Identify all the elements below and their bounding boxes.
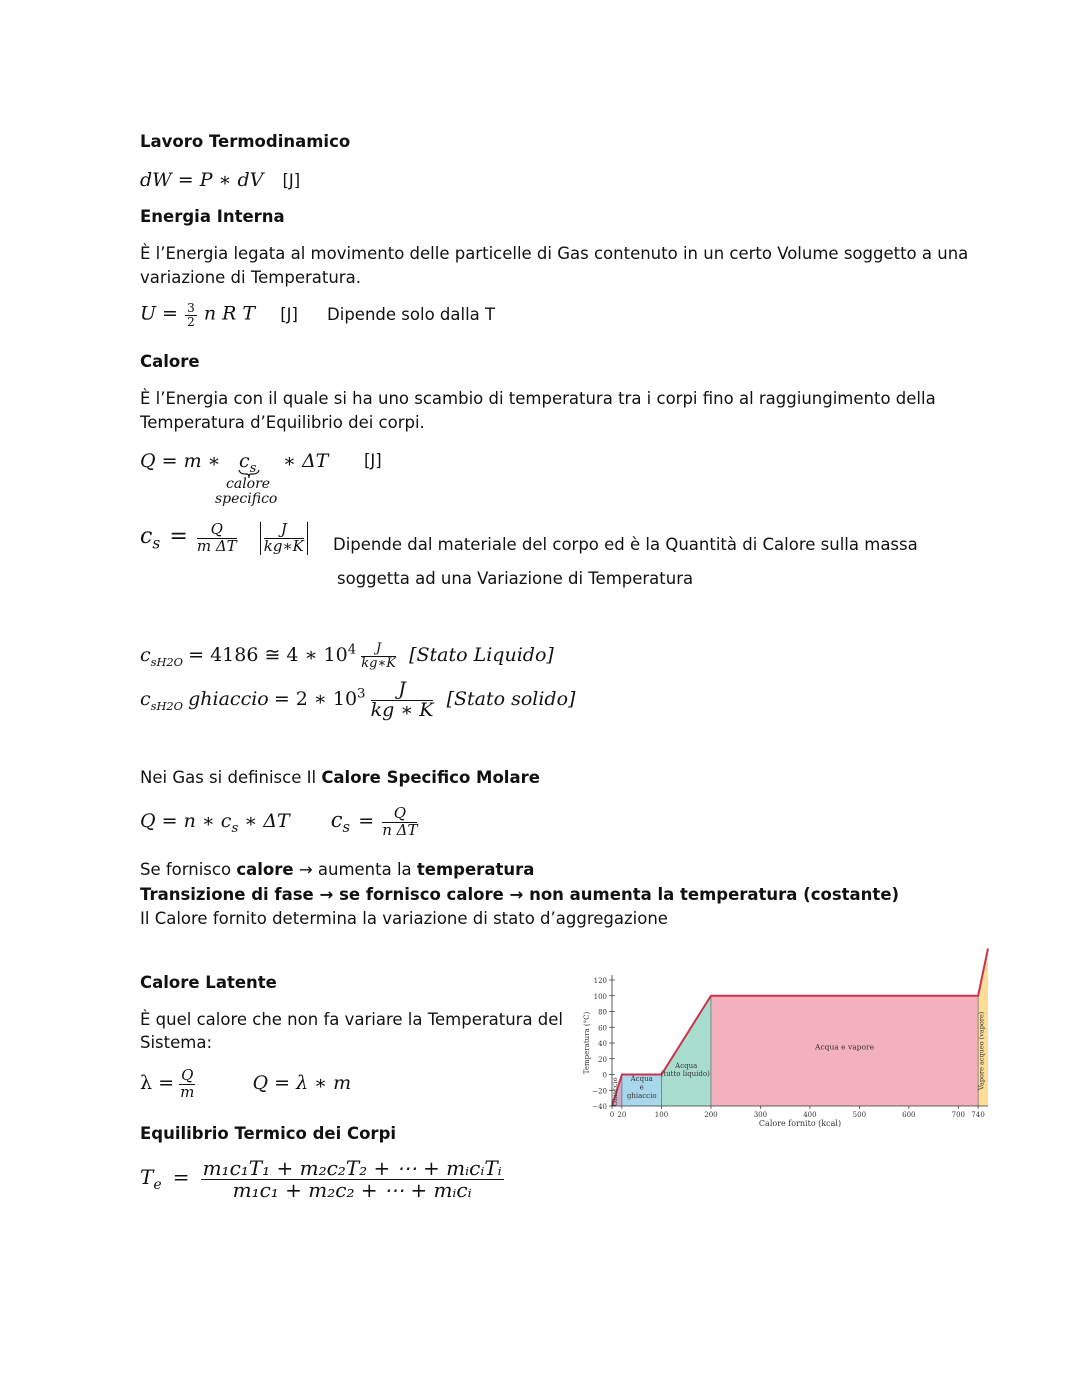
cs-eq: = [169, 523, 188, 549]
internal-energy-desc-2: variazione di Temperatura. [140, 268, 361, 287]
work-unit: [J] [282, 171, 301, 190]
molar-formula-1: Q = n ∗ $c_s$ ∗ ΔT [140, 809, 290, 836]
chart-label-liquid-2: (tutto liquido) [660, 1070, 710, 1079]
te-den: m₁c₁ + m₂c₂ + ⋯ + mᵢcᵢ [232, 1178, 472, 1202]
latent-formula-2: Q = λ ∗ m [252, 1071, 352, 1094]
water-liquid-state: [Stato Liquido] [409, 643, 554, 666]
chart-x-tick-label: 20 [617, 1111, 627, 1119]
water-liquid-line [140, 642, 554, 670]
chart-label-water-vapor: Acqua e vapore [815, 1042, 875, 1052]
phase-line-2: Transizione di fase → se fornisco calore → non aumenta la temperatura (costante) [140, 885, 900, 904]
heat-formula-rhs: ∗ ΔT [283, 450, 329, 472]
u-frac-den: 2 [187, 314, 195, 329]
work-formula-line [140, 169, 300, 191]
water-ice-state: [Stato solido] [446, 687, 576, 710]
work-formula: dW = P ∗ dV [140, 169, 264, 191]
chart-label-ice: Ghiaccio [610, 1077, 619, 1107]
u-frac-num: 3 [187, 301, 195, 315]
cs-num: Q [197, 522, 237, 539]
heat-cs-sub: s [249, 460, 257, 476]
water-liquid-value: = 4186 ≅ 4 ∗ $10^4$ [188, 642, 357, 666]
chart-region-2 [661, 996, 710, 1106]
specific-heat-formula [140, 522, 308, 555]
chart-y-tick-label: 60 [598, 1024, 607, 1033]
chart-y-tick-label: 0 [602, 1071, 607, 1080]
water-ice-word: ghiaccio [188, 687, 269, 710]
te-lhs: $T_e$ [140, 1165, 162, 1193]
cs-unit-num: J [264, 522, 304, 539]
u-unit: [J] [280, 304, 298, 324]
cs-den: m ΔT [196, 536, 237, 555]
cs-lhs: $c_s$ [140, 523, 161, 553]
chart-x-label: Calore fornito (kcal) [758, 1119, 842, 1128]
internal-energy-title: Energia Interna [140, 207, 285, 226]
heat-desc-2: Temperatura d’Equilibrio dei corpi. [140, 413, 425, 432]
phase-line-3: Il Calore fornito determina la variazione di stato d’aggregazione [140, 909, 668, 928]
heat-desc-1: È l’Energia con il quale si ha uno scambio di temperatura tra i corpi fino al raggiungimento della [140, 389, 936, 408]
molar-formulas [140, 806, 417, 839]
u-lhs: U = [140, 302, 178, 325]
lambda-frac: $\frac{Q}{m}$ [180, 1066, 195, 1101]
equilibrium-formula [140, 1158, 504, 1201]
molar-formula-2-eq: = [358, 809, 375, 832]
chart-x-tick-label: 600 [902, 1111, 916, 1119]
chart-y-tick-label: 100 [593, 992, 607, 1001]
lambda-lhs: λ = [140, 1071, 175, 1094]
chart-y-tick-label: 80 [598, 1008, 607, 1017]
te-eq: = [172, 1165, 190, 1189]
u-fraction [185, 302, 197, 328]
brace-label-2: specifico [215, 491, 278, 507]
te-num: m₁c₁T₁ + m₂c₂T₂ + ⋯ + mᵢcᵢTᵢ [202, 1156, 502, 1180]
molar-formula-2-lhs: $c_s$ [330, 807, 351, 836]
cs-fraction [197, 522, 237, 555]
heat-cs: c [239, 450, 250, 472]
heat-formula-lhs: Q = m ∗ [140, 450, 221, 472]
water-ice-unit: $\frac{J}{kg ∗ K}$ [370, 678, 434, 721]
molar-intro: Nei Gas si definisce Il Calore Specifico Molare [140, 768, 540, 787]
molar-formula-2-frac: $\frac{Q}{\text{n ΔT}}$ [382, 804, 418, 839]
chart-x-tick-label: 300 [753, 1111, 768, 1119]
cs-unit-bracket [260, 522, 308, 555]
chart-label-liquid-1: Acqua [675, 1062, 698, 1071]
chart-label-vapor: Vapore acqueo (vapore) [977, 1011, 986, 1091]
u-rhs: n R T [203, 302, 256, 325]
chart-x-tick-label: 200 [704, 1111, 718, 1119]
chart-y-tick-label: 40 [598, 1040, 607, 1048]
latent-desc-2: Sistema: [140, 1033, 213, 1052]
chart-label-water-ice-2: e [639, 1083, 644, 1092]
equilibrium-title: Equilibrio Termico dei Corpi [140, 1124, 397, 1143]
te-fraction [201, 1158, 504, 1201]
chart-x-tick-label: 100 [654, 1111, 669, 1119]
cs-note-1: Dipende dal materiale del corpo ed è la Quantità di Calore sulla massa [333, 535, 918, 554]
chart-label-water-ice-3: ghiaccio [626, 1092, 657, 1101]
chart-y-tick-label: 120 [593, 977, 607, 985]
water-liquid-lhs: $c_{sH2O}$ [140, 643, 184, 669]
u-note: Dipende solo dalla T [327, 304, 496, 324]
chart-label-water-ice-1: Acqua [630, 1074, 653, 1083]
chart-x-tick-label: 700 [951, 1111, 966, 1119]
cs-unit [264, 522, 304, 555]
chart-y-label: Temperatura (°C) [583, 1011, 591, 1075]
brace-label-1: calore [226, 476, 271, 492]
internal-energy-formula [140, 302, 495, 328]
phase-diagram-chart [578, 940, 998, 1132]
chart-x-tick-label: 0 [609, 1111, 615, 1119]
water-ice-lhs: $c_{sH2O}$ [140, 687, 184, 713]
cs-note-2: soggetta ad una Variazione di Temperatura [337, 569, 694, 588]
heat-unit: [J] [364, 451, 382, 470]
water-liquid-unit: $\frac{J}{kg∗K}$ [361, 641, 397, 671]
latent-formulas [140, 1068, 351, 1101]
cs-unit-den: kg∗K [263, 536, 304, 555]
internal-energy-desc-1: È l’Energia legata al movimento delle particelle di Gas contenuto in un certo Volume soggetto a una [140, 244, 969, 263]
chart-y-tick-label: −40 [592, 1103, 607, 1111]
phase-line-1: Se fornisco calore → aumenta la temperatura [140, 860, 535, 879]
chart-y-tick-label: −20 [592, 1087, 607, 1096]
water-ice-line [140, 680, 575, 721]
chart-x-tick-label: 500 [852, 1111, 867, 1119]
latent-desc-1: È quel calore che non fa variare la Temperatura del [140, 1010, 564, 1029]
chart-x-tick-label: 400 [803, 1111, 817, 1119]
work-title: Lavoro Termodinamico [140, 132, 351, 151]
chart-x-tick-label: 740 [971, 1111, 985, 1119]
latent-title: Calore Latente [140, 973, 277, 992]
heat-title: Calore [140, 352, 200, 371]
chart-y-tick-label: 20 [598, 1055, 607, 1064]
water-ice-value: = 2 ∗ $10^3$ [273, 686, 366, 710]
